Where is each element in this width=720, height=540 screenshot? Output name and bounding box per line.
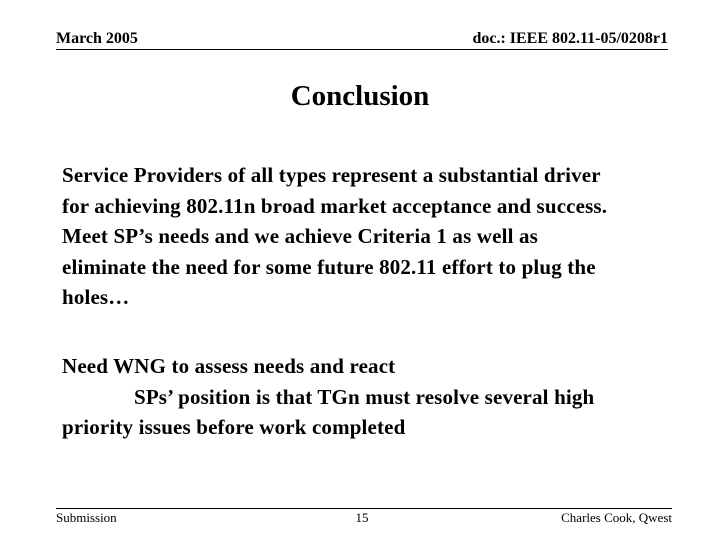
header-date: March 2005 xyxy=(56,30,138,47)
body-paragraph-1 xyxy=(62,160,702,313)
footer-submission-label: Submission xyxy=(56,510,117,525)
body-line: holes… xyxy=(62,285,130,309)
footer-divider xyxy=(56,508,672,509)
body-line: SPs’ position is that TGn must resolve several high xyxy=(134,384,595,409)
body-line: eliminate the need for some future 802.11 effort to plug the xyxy=(62,254,596,279)
body-line: Meet SP’s needs and we achieve Criteria 1 as well as xyxy=(62,224,538,248)
body-line: priority issues before work completed xyxy=(62,415,406,439)
header-doc-id: doc.: IEEE 802.11-05/0208r1 xyxy=(472,30,668,47)
body-paragraph-2 xyxy=(62,351,702,443)
header-divider xyxy=(56,49,668,50)
body-line: Service Providers of all types represent a substantial driver xyxy=(62,163,601,187)
footer-page-number: 15 xyxy=(355,510,369,525)
body-line: for achieving 802.11n broad market acceptance and success. xyxy=(62,193,608,218)
footer-author: Charles Cook, Qwest xyxy=(561,510,672,525)
slide-title: Conclusion xyxy=(290,80,430,112)
body-line: Need WNG to assess needs and react xyxy=(62,354,396,378)
